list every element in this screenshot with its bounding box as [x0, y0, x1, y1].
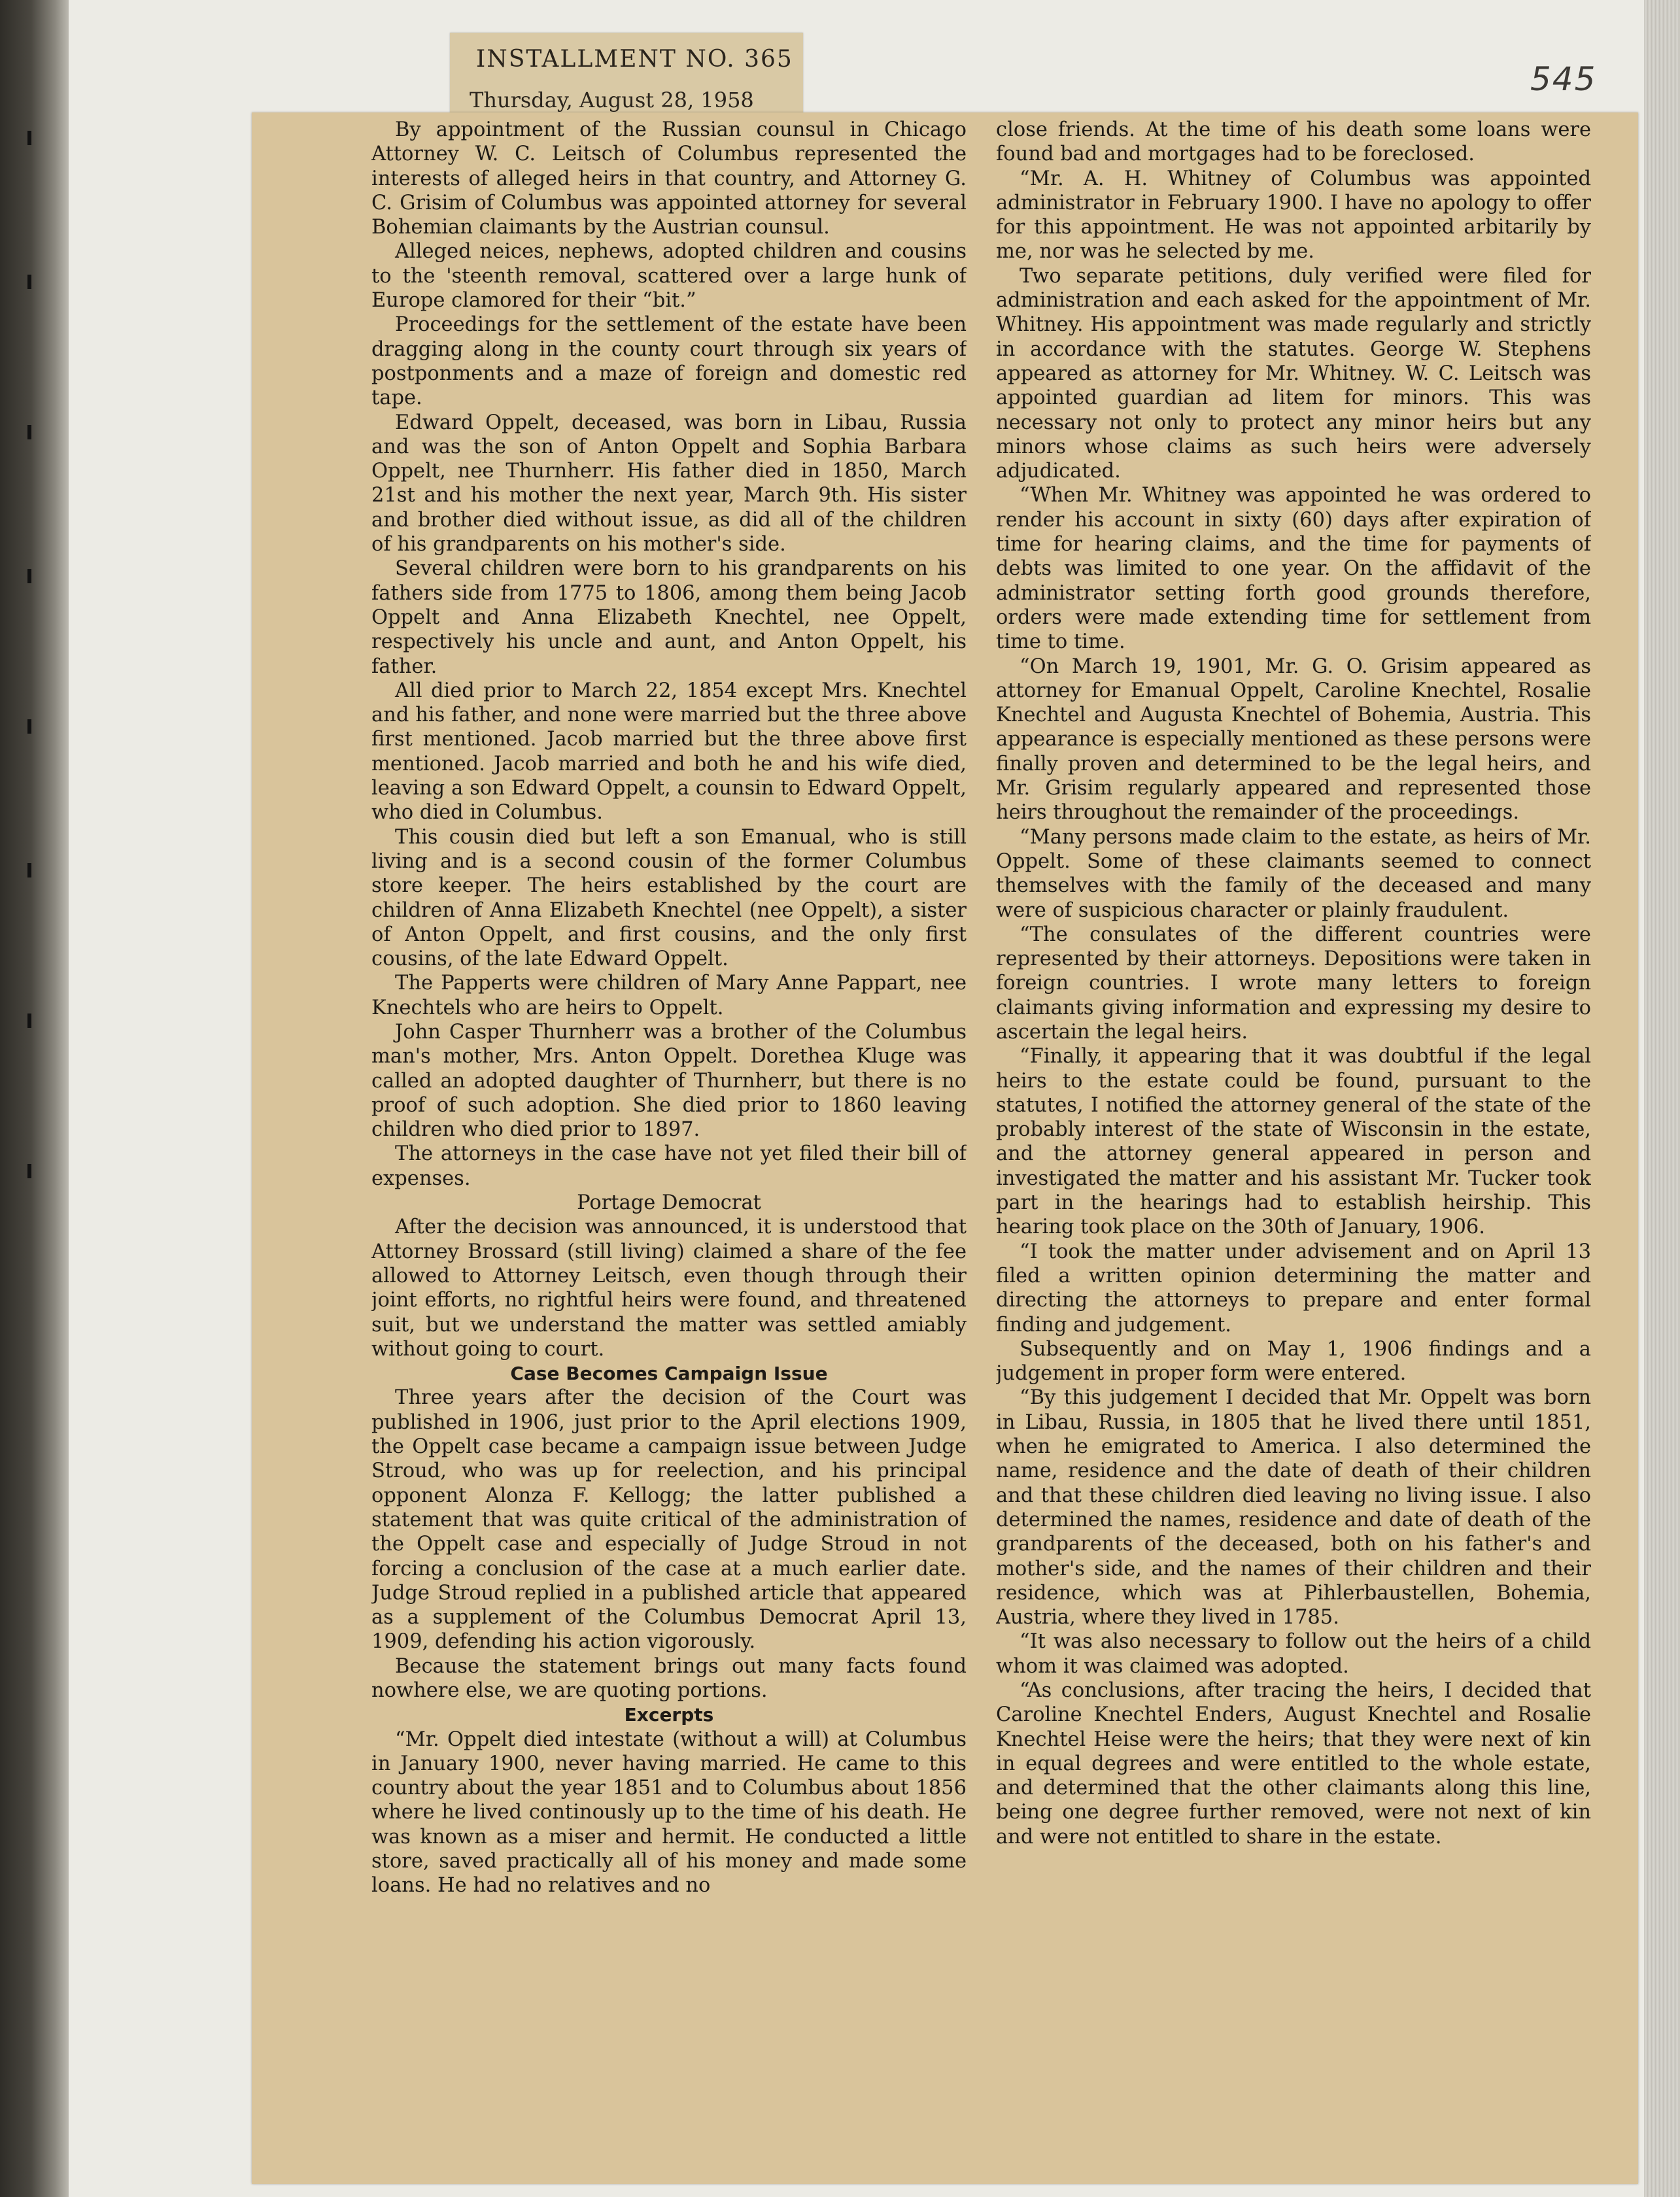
source-credit: Portage Democrat — [577, 1191, 761, 1215]
right-column-paragraph: Two separate petitions, duly verified were filed for administration and each asked for the appointment of Mr. Whitney. His appointment was made regularly and strictly in accordance with the statutes. George W. Stephens appeared as attorney for Mr. Whitney. W. C. Leitsch was appointed guardian ad litem for minors. This was necessary not only to protect any minor heirs but any minors whose claims as such heirs were adversely adjudicated. — [996, 264, 1591, 483]
page-number: 545 — [1530, 60, 1597, 98]
binding-mark — [27, 1013, 31, 1028]
binding-mark — [27, 425, 31, 439]
right-column-paragraph: “Mr. A. H. Whitney of Columbus was appointed administrator in February 1900. I have no apology to offer for this appointment. He was not appointed arbitarily by me, nor was he selected by me. — [996, 167, 1591, 264]
binding-mark — [27, 131, 31, 145]
binding-mark — [27, 719, 31, 734]
left-column-paragraph: “Mr. Oppelt died intestate (without a will) at Columbus in January 1900, never having married. He came to this country about the year 1851 and to Columbus about 1856 where he lived continously up to the time of his death. He was known as a miser and hermit. He conducted a little store, saved practically all of his money and made some loans. He had no relatives and no — [371, 1728, 967, 1898]
left-column-paragraph: The attorneys in the case have not yet filed their bill of expenses. — [371, 1142, 967, 1190]
section-heading: Excerpts — [624, 1704, 714, 1726]
right-column-paragraph: “As conclusions, after tracing the heirs, I decided that Caroline Knechtel Enders, August Knechtel and Rosalie Knechtel Heise were the heirs; that they were next of kin in equal degrees and were entitled to the whole estate, and determined that the other claimants along this line, being one degree further removed, were not next of kin and were not entitled to share in the estate. — [996, 1679, 1591, 1848]
left-column-paragraph: John Casper Thurnherr was a brother of the Columbus man's mother, Mrs. Anton Oppelt. Dorethea Kluge was called an adopted daughter of Thurnherr, but there is no proof of such adoption. She died prior to 1860 leaving children who died prior to 1897. — [371, 1020, 967, 1142]
right-column-paragraph: close friends. At the time of his death some loans were found bad and mortgages had to be foreclosed. — [996, 118, 1591, 166]
left-column-paragraph: By appointment of the Russian counsul in Chicago Attorney W. C. Leitsch of Columbus represented the interests of alleged heirs in that country, and Attorney G. C. Grisim of Columbus was appointed attorney for several Bohemian claimants by the Austrian counsul. — [371, 118, 967, 239]
right-column-paragraph: “When Mr. Whitney was appointed he was ordered to render his account in sixty (60) days after expiration of time for hearing claims, and the time for payments of debts was limited to one year. On the affidavit of the administrator setting forth good grounds therefore, orders were made extending time for settlement from time to time. — [996, 484, 1591, 654]
binding-mark — [27, 863, 31, 877]
left-column-paragraph: After the decision was announced, it is understood that Attorney Brossard (still living) claimed a share of the fee allowed to Attorney Leitsch, even though through their joint efforts, no rightful heirs were found, and threatened suit, but we understand the matter was settled amiably without going to court. — [371, 1216, 967, 1361]
binding-mark — [27, 1164, 31, 1178]
left-column-paragraph: Edward Oppelt, deceased, was born in Libau, Russia and was the son of Anton Oppelt and Sophia Barbara Oppelt, nee Thurnherr. His father died in 1850, March 21st and his mother the next year, March 9th. His sister and brother died without issue, as did all of the children of his grandparents on his mother's side. — [371, 411, 967, 556]
installment-header — [450, 33, 803, 123]
left-column-paragraph: Several children were born to his grandparents on his fathers side from 1775 to 1806, among them being Jacob Oppelt and Anna Elizabeth Knechtel, nee Oppelt, respectively his uncle and aunt, and Anton Oppelt, his father. — [371, 557, 967, 678]
right-column — [996, 118, 1591, 2177]
right-column-paragraph: “The consulates of the different countries were represented by their attorneys. Depositions were taken in foreign countries. I wrote many letters to foreign claimants giving information and expressing my desire to ascertain the legal heirs. — [996, 923, 1591, 1044]
installment-number: INSTALLMENT NO. 365 — [476, 46, 793, 73]
left-column-paragraph: Proceedings for the settlement of the estate have been dragging along in the county court through six years of postponments and a maze of foreign and domestic red tape. — [371, 313, 967, 410]
right-column-paragraph: “On March 19, 1901, Mr. G. O. Grisim appeared as attorney for Emanual Oppelt, Caroline Knechtel, Rosalie Knechtel and Augusta Knechtel of Bohemia, Austria. This appearance is especially mentioned as these persons were finally proven and determined to be the legal heirs, and Mr. Grisim regularly appeared and represented those heirs throughout the remainder of the proceedings. — [996, 655, 1591, 825]
page-edge — [1644, 0, 1680, 2197]
right-column-paragraph: Subsequently and on May 1, 1906 findings and a judgement in proper form were entered. — [996, 1337, 1591, 1386]
binding-mark — [27, 275, 31, 289]
right-column-paragraph: “I took the matter under advisement and on April 13 filed a written opinion determining the matter and directing the attorneys to prepare and enter formal finding and judgement. — [996, 1240, 1591, 1337]
left-column-paragraph: The Papperts were children of Mary Anne Pappart, nee Knechtels who are heirs to Oppelt. — [371, 972, 967, 1019]
left-column-paragraph: All died prior to March 22, 1854 except Mrs. Knechtel and his father, and none were married but the three above first mentioned. Jacob married but the three above first mentioned. Jacob married and both he and his wife died, leaving a son Edward Oppelt, a counsin to Edward Oppelt, who died in Columbus. — [371, 679, 967, 825]
left-column-paragraph: Alleged neices, nephews, adopted children and cousins to the 'steenth removal, scattered over a large hunk of Europe clamored for their “bit.” — [371, 240, 967, 313]
right-column-paragraph: “Finally, it appearing that it was doubtful if the legal heirs to the estate could be found, pursuant to the statutes, I notified the attorney general of the state of the probably interest of the state of Wisconsin in the estate, and the attorney general appeared in person and investigated the matter and his assistant Mr. Tucker took part in the hearings had to establish heirship. This hearing took place on the 30th of January, 1906. — [996, 1045, 1591, 1239]
left-column-paragraph: Because the statement brings out many facts found nowhere else, we are quoting portions. — [371, 1654, 967, 1702]
right-column-paragraph: “Many persons made claim to the estate, as heirs of Mr. Oppelt. Some of these claimants seemed to connect themselves with the family of the deceased and many were of suspicious character or plainly fraudulent. — [996, 825, 1591, 922]
installment-date: Thursday, August 28, 1958 — [470, 88, 754, 112]
right-column-paragraph: “It was also necessary to follow out the heirs of a child whom it was claimed was adopted. — [996, 1630, 1591, 1678]
right-column-paragraph: “By this judgement I decided that Mr. Oppelt was born in Libau, Russia, in 1805 that he lived there until 1851, when he emigrated to America. I also determined the name, residence and the date of death of their children and that these children died leaving no living issue. I also determined the names, residence and date of death of the grandparents of the deceased, both on his father's and mother's side, and the names of their children and their residence, which was at Pihlerbaustellen, Bohemia, Austria, where they lived in 1785. — [996, 1386, 1591, 1629]
book-binding — [0, 0, 69, 2197]
left-column-paragraph: Three years after the decision of the Court was published in 1906, just prior to the April elections 1909, the Oppelt case became a campaign issue between Judge Stroud, who was up for reelection, and his principal opponent Alonza F. Kellogg; the latter published a statement that was quite critical of the administration of the Oppelt case and especially of Judge Stroud in not forcing a conclusion of the case at a much earlier date. Judge Stroud replied in a published article that appeared as a supplement of the Columbus Democrat April 13, 1909, defending his action vigorously. — [371, 1386, 967, 1654]
section-heading: Case Becomes Campaign Issue — [510, 1363, 828, 1385]
newspaper-clipping — [252, 112, 1638, 2184]
binding-mark — [27, 569, 31, 583]
left-column — [371, 118, 967, 2177]
left-column-paragraph: This cousin died but left a son Emanual, who is still living and is a second cousin of the former Columbus store keeper. The heirs established by the court are children of Anna Elizabeth Knechtel (nee Oppelt), a sister of Anton Oppelt, and first cousins, and the only first cousins, of the late Edward Oppelt. — [371, 825, 967, 971]
